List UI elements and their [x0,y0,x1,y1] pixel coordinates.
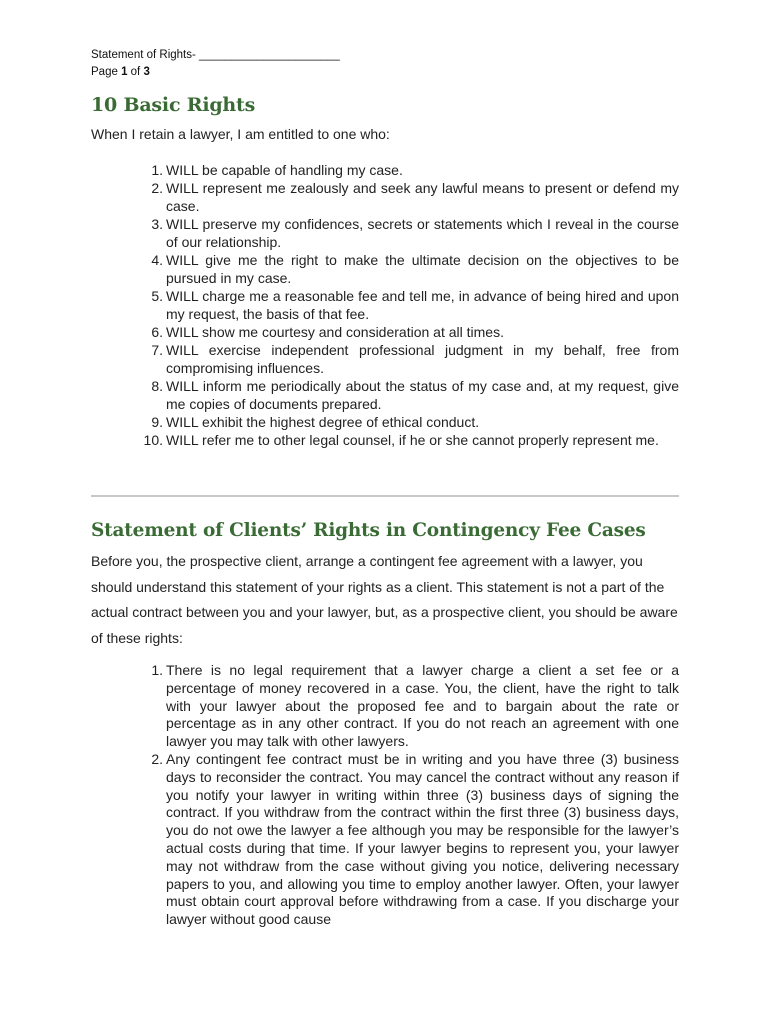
list-item [91,377,679,413]
basic-rights-list [91,161,679,449]
basic-rights-heading: 10 Basic Rights [91,94,256,116]
list-item [91,662,679,751]
item-text: WILL refer me to other legal counsel, if he or she cannot properly represent me. [166,432,659,448]
list-item [91,179,679,215]
list-item [91,323,679,341]
basic-rights-intro: When I retain a lawyer, I am entitled to one who: [91,126,390,142]
item-text: WILL exercise independent professional judgment in my behalf, free from compromising influences. [166,342,679,376]
item-text: WILL inform me periodically about the status of my case and, at my request, give me copies of documents prepared. [166,378,679,412]
item-number: 8. [151,378,163,394]
list-item [91,751,679,929]
item-text: There is no legal requirement that a lawyer charge a client a set fee or a percentage of money recovered in a case. You, the client, have the right to talk with your lawyer about the proposed fee and to bargain about the rate or percentage as in any other contract. If you do not reach an agreement with one lawyer you may talk with other lawyers. [166,662,679,750]
item-number: 5. [151,288,163,304]
item-number: 1. [151,662,163,678]
item-text: WILL be capable of handling my case. [166,162,403,178]
list-item [91,287,679,323]
page-prefix: Page [91,66,122,78]
item-number: 2. [151,180,163,196]
statement-label: Statement of Rights- ______________________ [91,49,340,61]
list-item [91,431,679,449]
page-total: 3 [143,66,150,78]
item-number: 9. [151,414,163,430]
item-text: WILL show me courtesy and consideration at all times. [166,324,504,340]
item-number: 2. [151,750,163,767]
page-header [91,47,340,81]
page-current: 1 [121,66,128,78]
item-text: WILL exhibit the highest degree of ethical conduct. [166,414,480,430]
section-divider [91,495,679,497]
list-item [91,251,679,287]
item-text: WILL represent me zealously and seek any lawful means to present or defend my case. [166,180,679,214]
item-text: WILL preserve my confidences, secrets or statements which I reveal in the course of our relationship. [166,216,679,250]
item-number: 6. [151,324,163,340]
list-item [91,413,679,431]
contingency-intro: Before you, the prospective client, arrange a contingent fee agreement with a lawyer, you should understand this statement of your rights as a client. This statement is not a part of the actual contract between you and your lawyer, but, as a prospective client, you should be aware of these rights: [91,553,678,646]
item-text: WILL charge me a reasonable fee and tell me, in advance of being hired and upon my request, the basis of that fee. [166,288,679,322]
list-item [91,161,679,179]
list-item [91,341,679,377]
item-number: 3. [151,216,163,232]
page-of: of [127,66,144,78]
item-number: 7. [151,342,163,358]
item-number: 4. [151,252,163,268]
item-text: Any contingent fee contract must be in writing and you have three (3) business days to reconsider the contract. You may cancel the contract without any reason if you notify your lawyer in writing within three (3) business days of signing the contract. If you withdraw from the contract within the first three (3) business days, you do not owe the lawyer a fee although you may be responsible for the lawyer’s actual costs during that time. If your lawyer begins to represent you, your lawyer may not withdraw from the case without giving you notice, delivering necessary papers to you, and allowing you time to employ another lawyer. Often, your lawyer must obtain court approval before withdrawing from a case. If you discharge your lawyer without good cause [166,750,679,928]
item-number: 1. [151,162,163,178]
contingency-rights-heading: Statement of Clients’ Rights in Contingency Fee Cases [91,520,646,541]
item-number: 10. [143,432,163,448]
contingency-rights-list [91,662,679,929]
list-item [91,215,679,251]
page-indicator [91,64,340,81]
item-text: WILL give me the right to make the ultimate decision on the objectives to be pursued in my case. [166,252,679,286]
